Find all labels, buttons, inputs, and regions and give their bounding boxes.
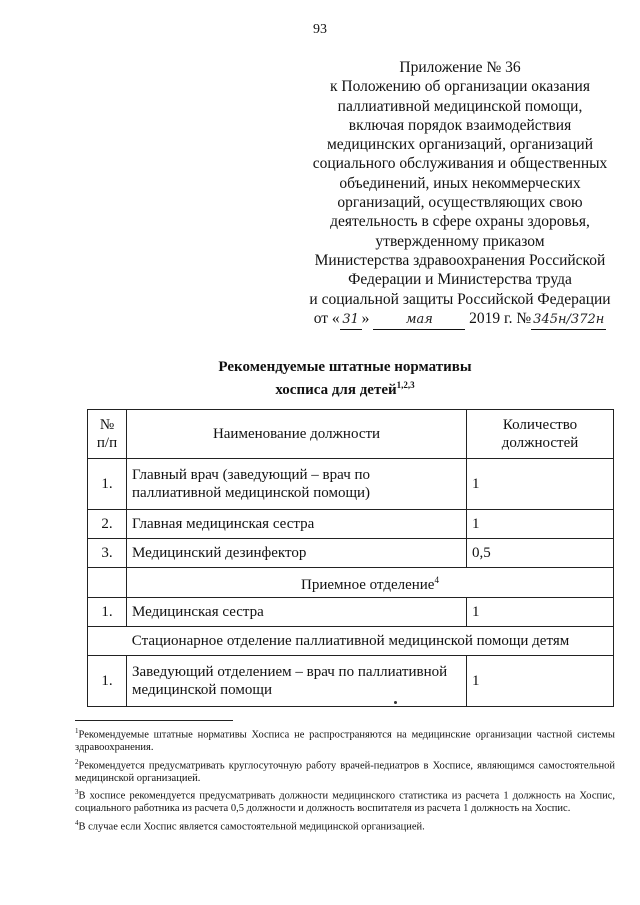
footnote-divider xyxy=(75,720,233,721)
row-quantity: 0,5 xyxy=(467,539,614,568)
section-label xyxy=(127,568,614,598)
handwritten-month: мая xyxy=(373,310,465,330)
footnote xyxy=(75,725,615,755)
footnote-text: В хосписе рекомендуется предусматривать должности медицинского статистика из расчета 1 должность на Хоспис, социального работника из расчета 0,5 должности и должность воспитателя из расчета 1 должность на Хоспис. xyxy=(75,790,615,814)
footnote-ref: 2 xyxy=(75,757,79,766)
header-num: № п/п xyxy=(88,410,127,459)
footnote-ref: 3 xyxy=(75,788,79,796)
appendix-line: Федерации и Министерства труда xyxy=(348,271,572,289)
footnote-text: В случае если Хоспис является самостоятельной медицинской организацией. xyxy=(78,821,425,832)
appendix-line: деятельность в сфере охраны здоровья, xyxy=(330,213,590,231)
table-row xyxy=(88,539,614,568)
appendix-line: паллиативной медицинской помощи, xyxy=(337,97,583,115)
page-number: 93 xyxy=(313,22,327,37)
appendix-line: Приложение № 36 xyxy=(399,59,521,76)
section-reception-label: Приемное отделение xyxy=(301,577,435,593)
row-position: Медицинский дезинфектор xyxy=(127,539,467,568)
row-position: Заведующий отделением – врач по паллиативной медицинской помощи xyxy=(127,656,467,707)
table-row xyxy=(88,510,614,539)
header-quantity: Количество должностей xyxy=(467,410,614,459)
title-line-2: хосписа для детей xyxy=(275,382,397,398)
date-year: 2019 г. № xyxy=(469,309,532,327)
row-num: 1. xyxy=(88,656,127,707)
order-date-line xyxy=(305,309,615,330)
appendix-line: утвержденному приказом xyxy=(375,232,545,250)
title-line-1: Рекомендуемые штатные нормативы xyxy=(218,359,472,375)
row-quantity: 1 xyxy=(467,459,614,510)
section-inpatient-label: Стационарное отделение паллиативной медицинской помощи детям xyxy=(88,627,614,656)
appendix-line: объединений, иных некоммерческих xyxy=(339,174,581,192)
appendix-line: Министерства здравоохранения Российской xyxy=(314,251,606,269)
date-prefix: от « xyxy=(313,309,340,327)
row-position: Медицинская сестра xyxy=(127,598,467,627)
footnotes xyxy=(75,725,615,835)
footnote xyxy=(75,756,615,786)
row-num: 1. xyxy=(88,598,127,627)
header-position: Наименование должности xyxy=(127,410,467,459)
footnote xyxy=(75,786,615,816)
appendix-line: медицинских организаций, организаций xyxy=(326,136,594,154)
appendix-line: организаций, осуществляющих свою xyxy=(337,194,583,212)
table-row xyxy=(88,598,614,627)
table-row xyxy=(88,459,614,510)
appendix-line: социального обслуживания и общественных xyxy=(312,155,608,173)
stray-dot xyxy=(394,701,397,704)
handwritten-order-number: 345н/372н xyxy=(531,310,606,330)
row-quantity: 1 xyxy=(467,656,614,707)
footnote-ref: 1 xyxy=(75,727,79,735)
row-num: 2. xyxy=(88,510,127,539)
row-position: Главная медицинская сестра xyxy=(127,510,467,539)
section-spacer xyxy=(88,568,127,598)
footnote-ref: 4 xyxy=(75,818,79,827)
footnote-text: Рекомендуемые штатные нормативы Хосписа не распространяются на медицинские организации частной системы здравоохранения. xyxy=(75,729,615,753)
section-reception-ref: 4 xyxy=(434,575,439,585)
row-quantity: 1 xyxy=(467,510,614,539)
section-row-inpatient xyxy=(88,627,614,656)
table-row xyxy=(88,656,614,707)
row-position: Главный врач (заведующий – врач по паллиативной медицинской помощи) xyxy=(127,459,467,510)
document-title xyxy=(150,358,540,399)
date-mid: » xyxy=(361,309,370,327)
title-footnote-refs: 1,2,3 xyxy=(396,380,415,390)
staffing-table xyxy=(87,409,614,707)
footnote-text: Рекомендуется предусматривать круглосуточную работу врачей-педиатров в Хосписе, являющимся самостоятельной медицинской организацией. xyxy=(75,760,615,784)
row-num: 3. xyxy=(88,539,127,568)
appendix-line: к Положению об организации оказания xyxy=(330,78,590,96)
table-header-row xyxy=(88,410,614,459)
section-row-reception xyxy=(88,568,614,598)
handwritten-day: 31 xyxy=(340,310,362,330)
row-num: 1. xyxy=(88,459,127,510)
appendix-heading xyxy=(305,58,615,330)
appendix-line: включая порядок взаимодействия xyxy=(348,116,572,134)
footnote xyxy=(75,817,615,834)
appendix-line: и социальной защиты Российской Федерации xyxy=(309,290,611,308)
row-quantity: 1 xyxy=(467,598,614,627)
